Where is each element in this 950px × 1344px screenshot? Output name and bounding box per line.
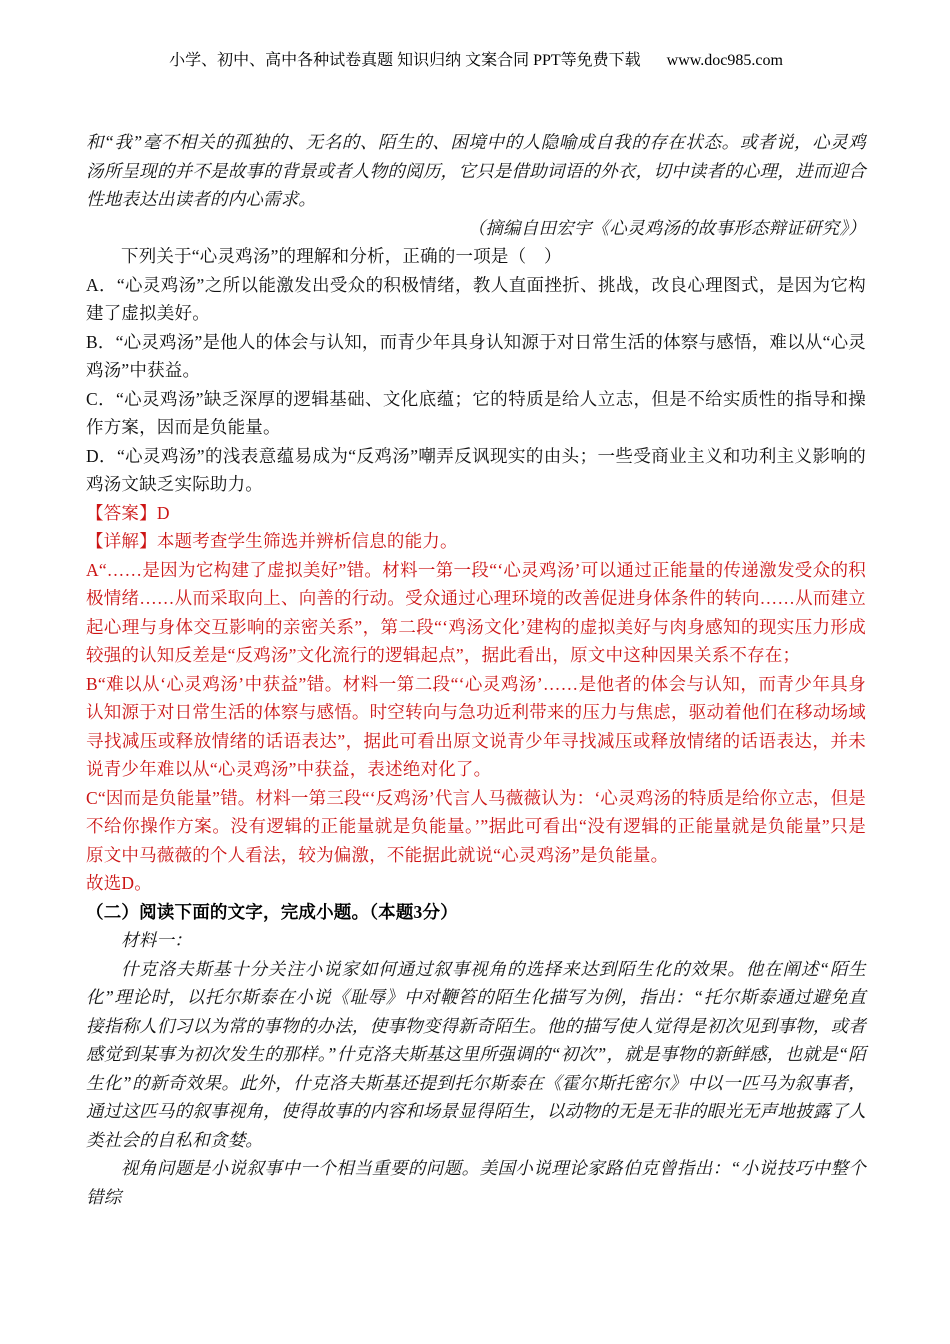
explanation-intro-text: 本题考查学生筛选并辨析信息的能力。 <box>156 531 458 551</box>
answer-label: 【答案】 <box>86 502 157 523</box>
material-one-paragraph-1: 什克洛夫斯基十分关注小说家如何通过叙事视角的选择来达到陌生化的效果。他在阐述“陌生化”理论时，以托尔斯泰在小说《耻辱》中对鞭笞的陌生化描写为例，指出：“托尔斯泰通过避免直接指称人们习以为常的事物的办法，使事物变得新奇陌生。他的描写使人觉得是初次见到事物，或者感觉到某事为初次发生的那样。”什克洛夫斯基这里所强调的“初次”，就是事物的新鲜感，也就是“陌生化”的新奇效果。此外，什克洛夫斯基还提到托尔斯泰在《霍尔斯托密尔》中以一匹马为叙事者，通过这匹马的叙事视角，使得故事的内容和场景显得陌生，以动物的无是无非的眼光无声地披露了人类社会的自私和贪婪。 <box>86 958 866 1150</box>
answer-line <box>86 499 866 528</box>
reading-passage-closing-paragraph: 和“我”毫不相关的孤独的、无名的、陌生的、困境中的人隐喻成自我的存在状态。或者说，心灵鸡汤所呈现的并不是故事的背景或者人物的阅历，它只是借助词语的外衣，切中读者的心理，进而迎合性地表达出读者的内心需求。 <box>86 132 866 209</box>
explanation-option-c: C“因而是负能量”错。材料一第三段“‘反鸡汤’代言人马薇薇认为：‘心灵鸡汤的特质是给你立志，但是不给你操作方案。没有逻辑的正能量就是负能量。’”据此可看出“没有逻辑的正能量就是负能量”只是原文中马薇薇的个人看法，较为偏激，不能据此就说“心灵鸡汤”是负能量。 <box>86 787 866 865</box>
option-c-text: “心灵鸡汤”缺乏深厚的逻辑基础、文化底蕴；它的特质是给人立志，但是不给实质性的指导和操作方案，因而是负能量。 <box>86 388 866 437</box>
explanation-option-b: B“难以从‘心灵鸡汤’中获益”错。材料一第二段“‘心灵鸡汤’……是他者的体会与认知，而青少年具身认知源于对日常生活的体察与感悟。时空转向与急功近利带来的压力与焦虑，驱动着他们在移动场域寻找减压或释放情绪的话语表达”，据此可看出原文说青少年寻找减压或释放情绪的话语表达，并未说青少年难以从“心灵鸡汤”中获益，表述绝对化了。 <box>86 673 866 779</box>
option-b-text: “心灵鸡汤”是他人的体会与认知，而青少年具身认知源于对日常生活的体察与感悟，难以从“心灵鸡汤”中获益。 <box>86 331 866 380</box>
option-c <box>86 385 866 442</box>
option-d <box>86 442 866 499</box>
explanation-intro-line <box>86 527 866 556</box>
site-header <box>86 50 866 72</box>
option-a-label: A． <box>86 274 117 295</box>
material-one-paragraph-2: 视角问题是小说叙事中一个相当重要的问题。美国小说理论家路伯克曾指出：“小说技巧中整个错综 <box>86 1158 866 1207</box>
option-c-label: C． <box>86 388 116 409</box>
option-b-label: B． <box>86 331 116 352</box>
option-d-label: D． <box>86 445 117 466</box>
option-a <box>86 271 866 328</box>
question-stem: 下列关于“心灵鸡汤”的理解和分析，正确的一项是（ ） <box>121 246 562 266</box>
section-two-heading: （二）阅读下面的文字，完成小题。（本题3分） <box>86 901 458 922</box>
answer-value: D <box>156 502 170 523</box>
header-promo-text: 小学、初中、高中各种试卷真题 知识归纳 文案合同 PPT等免费下载 <box>169 52 641 69</box>
explanation-label: 【详解】 <box>86 531 157 551</box>
explanation-option-a: A“……是因为它构建了虚拟美好”错。材料一第一段“‘心灵鸡汤’可以通过正能量的传递激发受众的积极情绪……从而采取向上、向善的行动。受众通过心理环境的改善促进身体条件的转向……从而建立起心理与身体交互影响的亲密关系”，第二段“‘鸡汤文化’建构的虚拟美好与肉身感知的现实压力形成较强的认知反差是“反鸡汤”文化流行的逻辑起点”，据此看出，原文中这种因果关系不存在； <box>86 559 866 665</box>
document-content <box>86 128 866 1211</box>
material-one-label: 材料一： <box>121 930 192 950</box>
answer-conclusion: 故选D。 <box>86 873 152 893</box>
option-a-text: “心灵鸡汤”之所以能激发出受众的积极情绪，教人直面挫折、挑战，改良心理图式，是因为它构建了虚拟美好。 <box>86 274 866 323</box>
option-d-text: “心灵鸡汤”的浅表意蕴易成为“反鸡汤”嘲弄反讽现实的由头；一些受商业主义和功利主义影响的鸡汤文缺乏实际助力。 <box>86 445 866 494</box>
passage-attribution: （摘编自田宏宇《心灵鸡汤的故事形态辩证研究》） <box>467 217 866 238</box>
option-b <box>86 328 866 385</box>
header-site-url: www.doc985.com <box>666 52 783 69</box>
